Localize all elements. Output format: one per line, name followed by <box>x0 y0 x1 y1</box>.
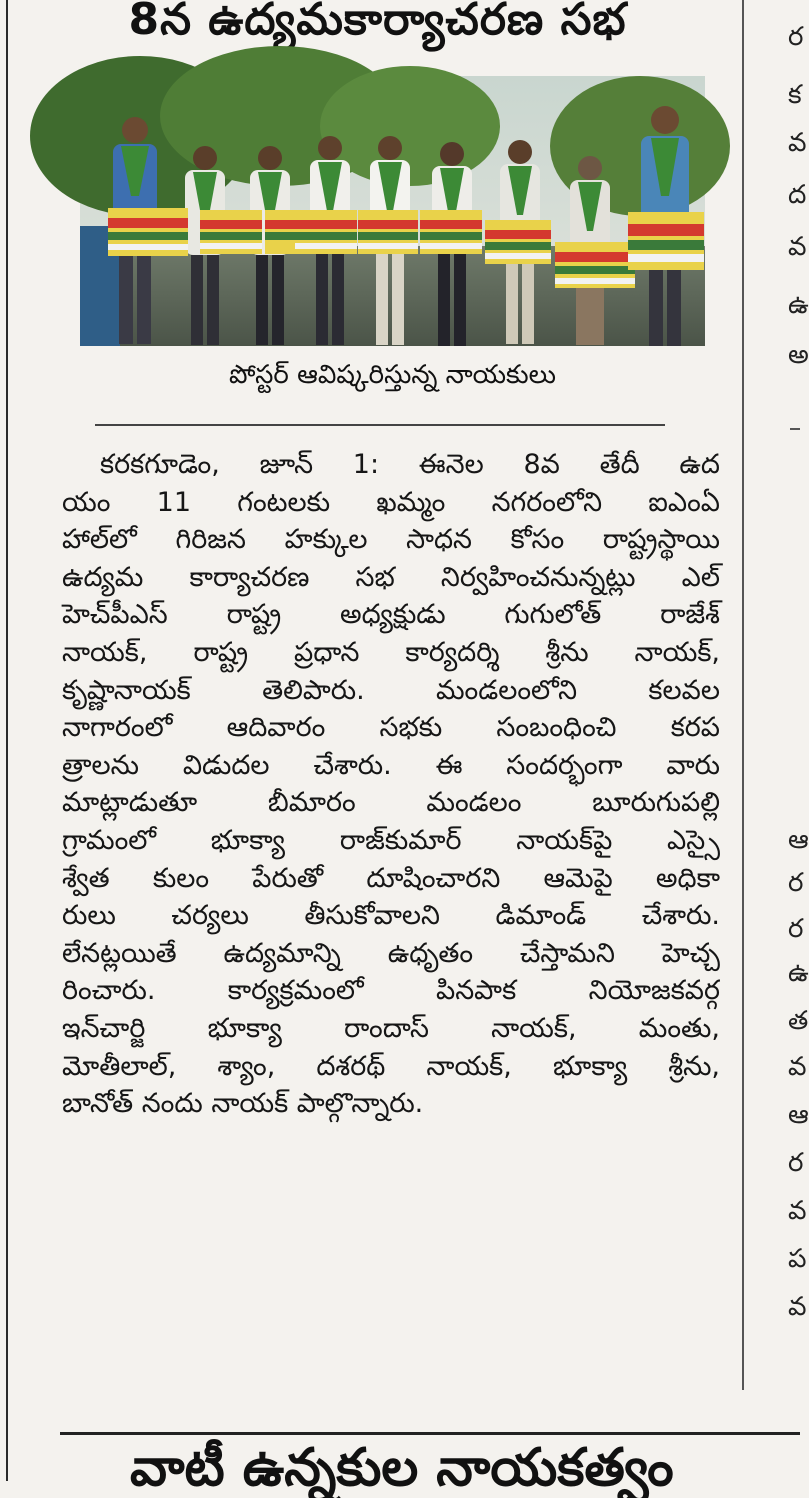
article-line: త్రాలను విడుదల చేశారు. ఈ సందర్భంగా వారు <box>62 749 720 781</box>
text-fragment: ఆ <box>788 1100 809 1130</box>
article-headline: 8న ఉద్యమకార్యాచరణ సభ <box>128 0 627 45</box>
article-line: మాట్లాడుతూ బీమారం మండలం బూరుగుపల్లి <box>62 787 720 819</box>
photo-illustration <box>80 76 705 346</box>
next-article-headline <box>130 1438 800 1498</box>
text-fragment: వ <box>788 1196 807 1226</box>
article-line: యం 11 గంటలకు ఖమ్మం నగరంలోని ఐఎంఏ <box>62 486 720 518</box>
text-fragment: ఆ <box>788 825 809 855</box>
article-line: నాయక్, రాష్ట్ర ప్రధాన కార్యదర్శి శ్రీను నాయక్, <box>62 636 720 668</box>
article-line: నాగారంలో ఆదివారం సభకు సంబంధించి కరప <box>62 712 720 744</box>
text-fragment: ర <box>788 868 804 898</box>
caption-divider <box>95 424 665 426</box>
left-margin-rule <box>6 0 8 1481</box>
photo-caption: పోస్టర్ ఆవిష్కరిస్తున్న నాయకులు <box>228 360 557 390</box>
text-fragment: అ <box>788 340 809 370</box>
text-fragment: ప <box>788 1244 807 1274</box>
news-photo <box>80 76 705 346</box>
article-line: మోతీలాల్, శ్యాం, దశరథ్ నాయక్, భూక్యా శ్రీను, <box>62 1050 720 1082</box>
text-fragment: వ <box>788 1292 807 1322</box>
text-fragment: ర <box>788 22 804 52</box>
text-fragment: ర <box>788 914 804 944</box>
text-fragment: వ <box>788 1052 807 1082</box>
article-line: హెచ్‌పీఎస్ రాష్ట్ర అధ్యక్షుడు గుగులోత్ రాజేశ్ <box>62 599 720 631</box>
text-fragment: ద <box>788 180 807 210</box>
next-article-headline-text: వాటీ ఉన్నకుల నాయకత్వం <box>130 1438 674 1498</box>
text-fragment: వ <box>788 232 807 262</box>
text-fragment: వ <box>788 128 807 158</box>
article-line: ఉద్యమ కార్యాచరణ సభ నిర్వహించనున్నట్లు ఎల్ <box>62 561 720 593</box>
article-body <box>62 446 720 1123</box>
text-fragment: ఉ <box>788 290 809 320</box>
article-line: రించారు. కార్యక్రమంలో పినపాక నియోజకవర్గ <box>62 975 720 1007</box>
article-line: రులు చర్యలు తీసుకోవాలని డిమాండ్ చేశారు. <box>62 900 720 932</box>
adjacent-column-edge <box>772 0 809 1420</box>
article-line: హాల్‌లో గిరిజన హక్కుల సాధన కోసం రాష్ట్రస్థాయి <box>62 524 720 556</box>
text-fragment: ర <box>788 1148 804 1178</box>
text-fragment: త <box>788 1006 809 1036</box>
article-line: కరకగూడెం, జూన్ 1: ఈనెల 8వ తేదీ ఉద <box>100 449 720 480</box>
bottom-section-rule <box>60 1432 800 1435</box>
text-fragment: క <box>788 80 802 110</box>
text-fragment: ఉ <box>788 958 809 988</box>
column-divider <box>742 0 744 1390</box>
article-line: కృష్ణానాయక్ తెలిపారు. మండలంలోని కలవల <box>62 674 720 706</box>
article-line: బానోత్ నందు నాయక్ పాల్గొన్నారు. <box>62 1088 424 1120</box>
article-line: శ్వేత కులం పేరుతో దూషించారని ఆమెపై అధికా <box>62 862 720 894</box>
article-line: ఇన్‌చార్జి భూక్యా రాందాస్ నాయక్, మంతు, <box>62 1012 720 1044</box>
article-line: గ్రామంలో భూక్యా రాజ్‌కుమార్ నాయక్‌పై ఎస్సై <box>62 824 720 856</box>
article-line: లేనట్లయితే ఉద్యమాన్ని ఉధృతం చేస్తామని హెచ్చ <box>62 937 720 969</box>
